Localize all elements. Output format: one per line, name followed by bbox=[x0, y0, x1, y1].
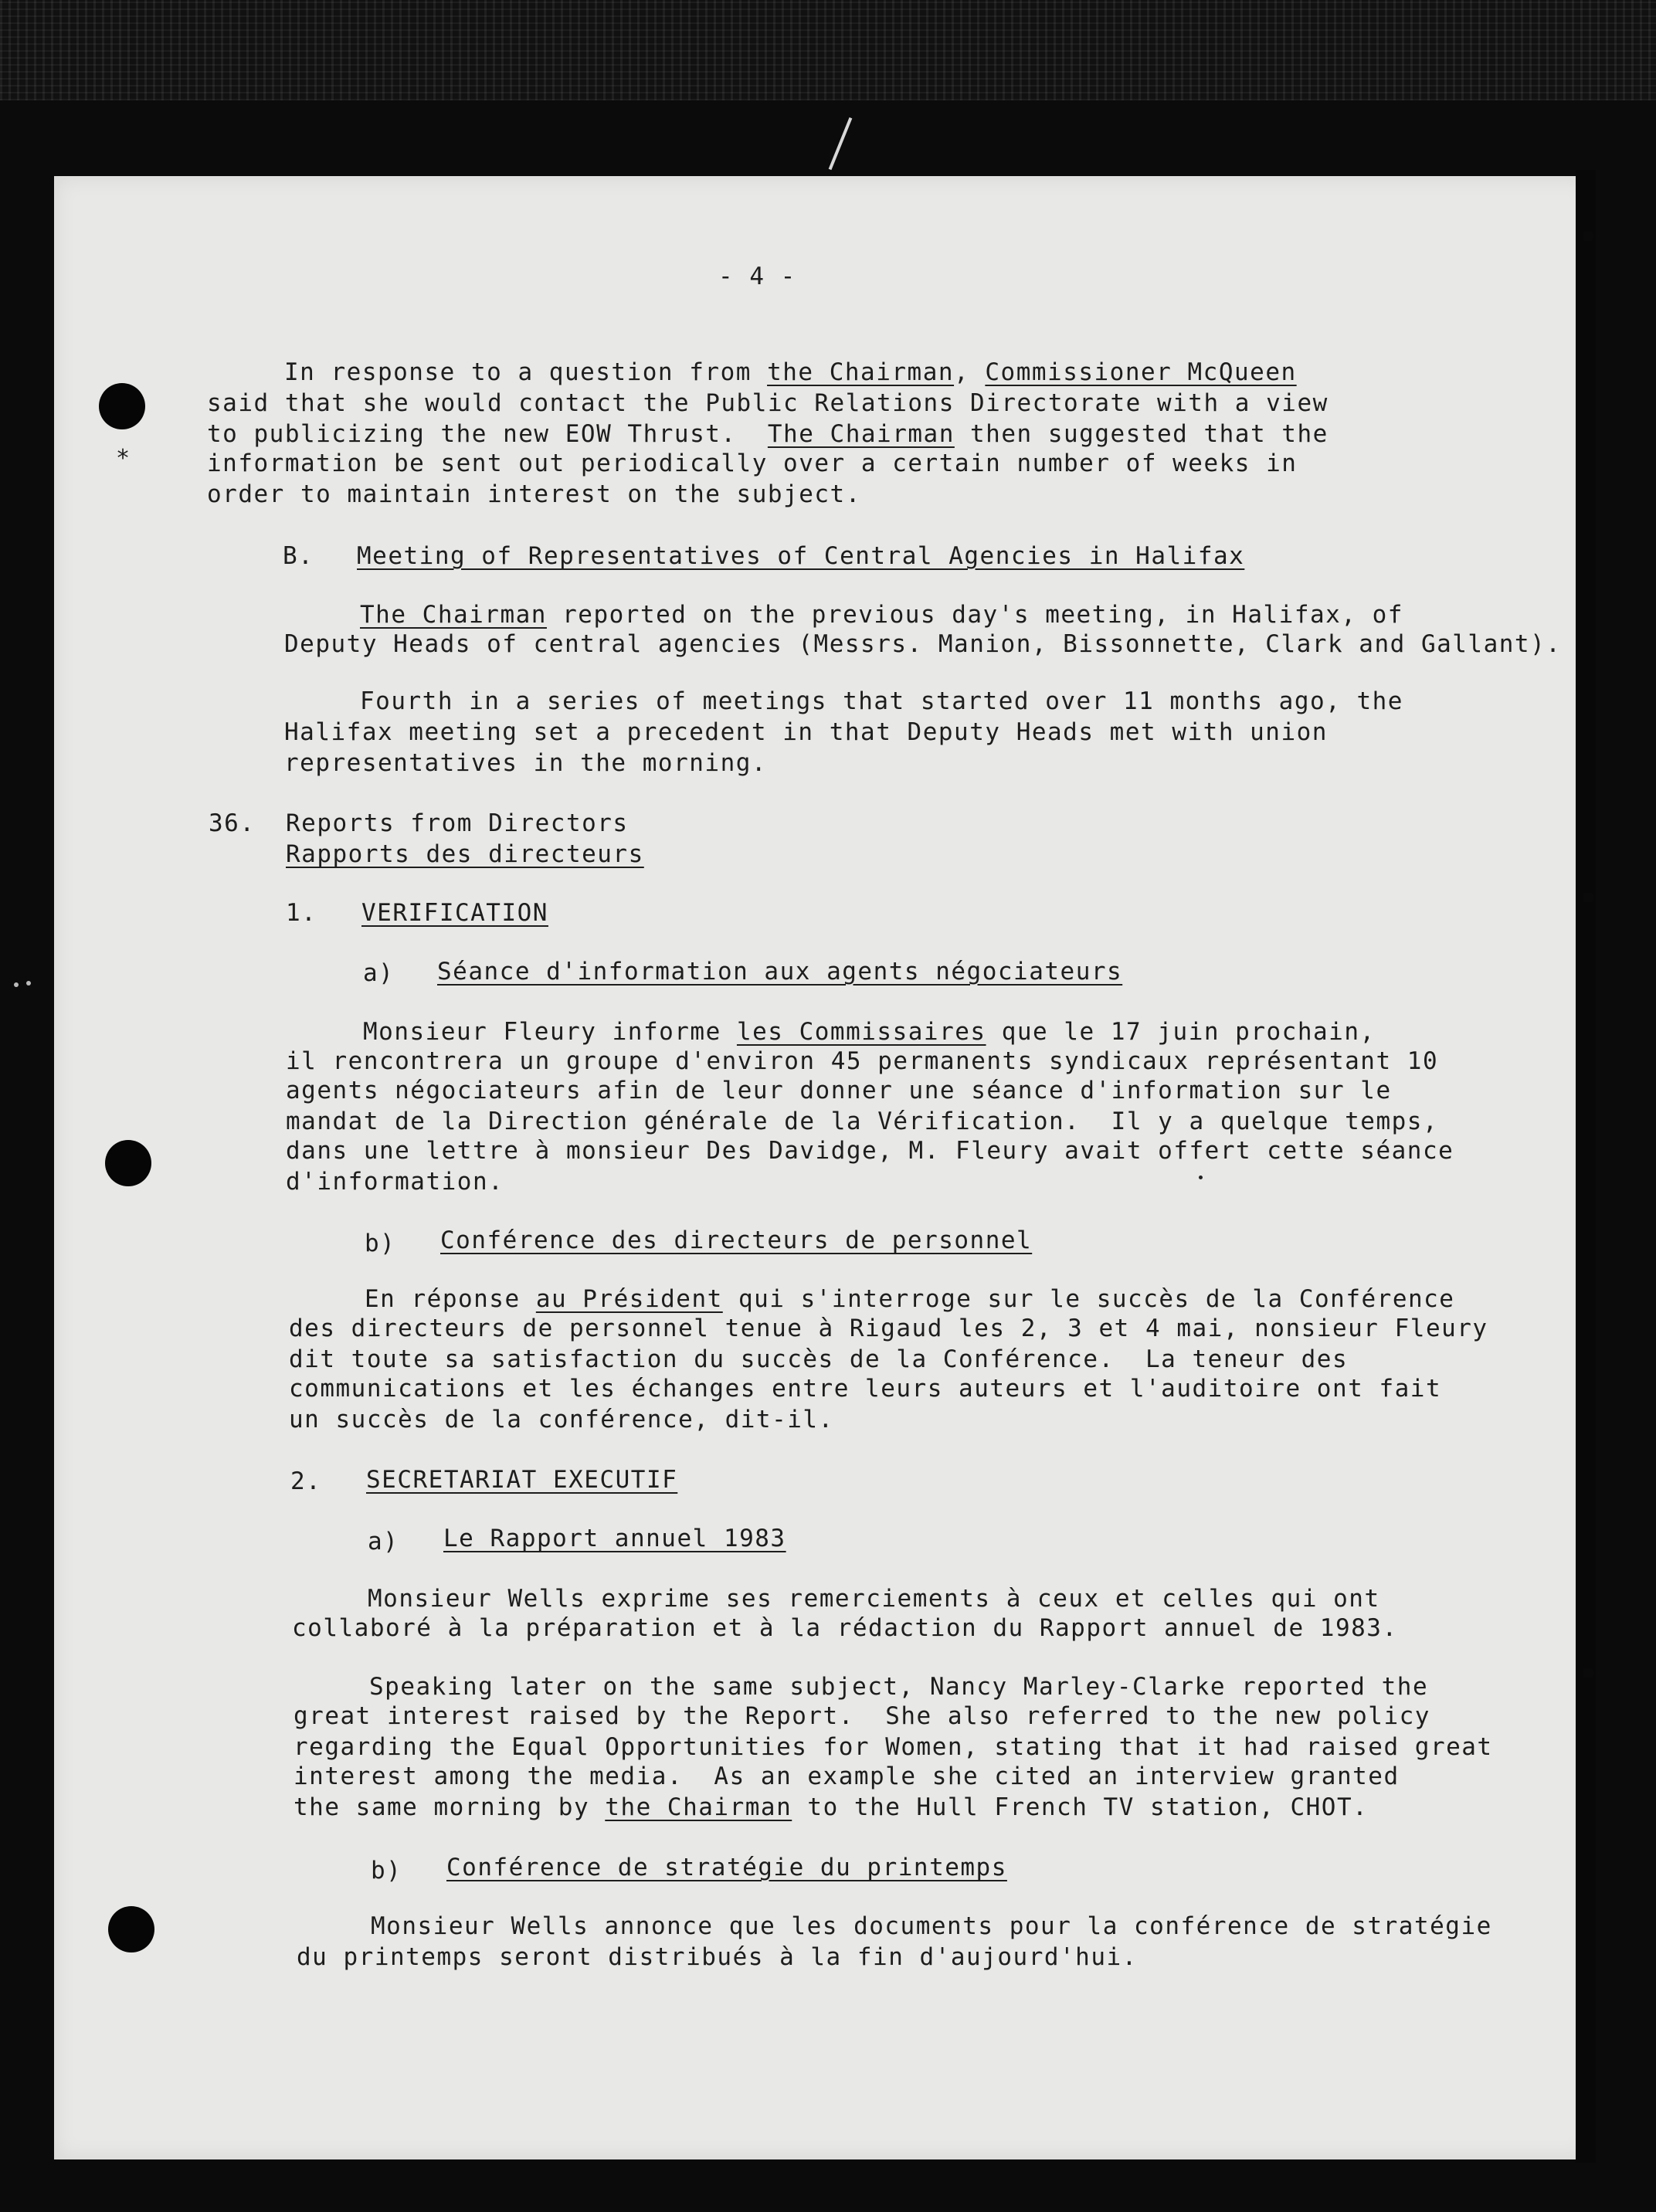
para5-line1: En réponse au Président qui s'interroge sur le succès de la Conférence bbox=[365, 1285, 1455, 1313]
scan-edge-tick bbox=[1583, 893, 1594, 902]
section-1a-letter: a) bbox=[363, 959, 395, 987]
para4-line4: mandat de la Direction générale de la Vérification. Il y a quelque temps, bbox=[286, 1108, 1439, 1135]
item-36-title-en: Reports from Directors bbox=[286, 809, 629, 837]
scan-speck bbox=[1199, 1176, 1203, 1179]
para7-line1: Speaking later on the same subject, Nancy Marley-Clarke reported the bbox=[369, 1673, 1429, 1701]
para2-line2: Deputy Heads of central agencies (Messrs. Manion, Bissonnette, Clark and Gallant). bbox=[284, 630, 1562, 658]
section-2b-letter: b) bbox=[371, 1857, 402, 1885]
para5-line2: des directeurs de personnel tenue à Rigaud les 2, 3 et 4 mai, nonsieur Fleury bbox=[289, 1315, 1488, 1342]
para1-line4: information be sent out periodically over a certain number of weeks in bbox=[207, 450, 1298, 477]
scan-speck bbox=[26, 981, 31, 986]
section-1b-title: Conférence des directeurs de personnel bbox=[440, 1226, 1033, 1254]
para3-line3: representatives in the morning. bbox=[284, 749, 768, 777]
item-36-number: 36. bbox=[209, 809, 256, 837]
para2-line1: The Chairman reported on the previous day's meeting, in Halifax, of bbox=[360, 601, 1403, 629]
para8-line1: Monsieur Wells annonce que les documents pour la conférence de stratégie bbox=[371, 1912, 1492, 1940]
para4-line1: Monsieur Fleury informe les Commissaires que le 17 juin prochain, bbox=[363, 1018, 1376, 1046]
para5-line5: un succès de la conférence, dit-il. bbox=[289, 1406, 834, 1433]
page-number: - 4 - bbox=[718, 263, 796, 290]
scan-right-edge bbox=[1576, 170, 1596, 2163]
para1-line3: to publicizing the new EOW Thrust. The Chairman then suggested that the bbox=[207, 420, 1329, 448]
para4-line6: d'information. bbox=[286, 1168, 504, 1196]
para1-line1: In response to a question from the Chairman, Commissioner McQueen bbox=[284, 358, 1297, 386]
para5-line3: dit toute sa satisfaction du succès de la Conférence. La teneur des bbox=[289, 1345, 1349, 1373]
item-36-title-fr: Rapports des directeurs bbox=[286, 840, 644, 868]
punch-hole-middle bbox=[105, 1140, 151, 1186]
para7-line5: the same morning by the Chairman to the Hull French TV station, CHOT. bbox=[294, 1793, 1369, 1821]
margin-star: * bbox=[116, 445, 131, 472]
para5-line4: communications et les échanges entre leurs auteurs et l'auditoire ont fait bbox=[289, 1375, 1442, 1403]
para6-line2: collaboré à la préparation et à la rédaction du Rapport annuel de 1983. bbox=[292, 1614, 1398, 1642]
para7-line2: great interest raised by the Report. She also referred to the new policy bbox=[294, 1702, 1430, 1730]
para4-line3: agents négociateurs afin de leur donner une séance d'information sur le bbox=[286, 1077, 1392, 1104]
scan-edge-tick bbox=[1583, 232, 1594, 241]
section-b-title: Meeting of Representatives of Central Agencies in Halifax bbox=[357, 542, 1245, 570]
section-2a-title: Le Rapport annuel 1983 bbox=[443, 1525, 786, 1552]
section-1b-letter: b) bbox=[365, 1230, 396, 1257]
scan-top-border bbox=[0, 0, 1656, 100]
section-1-title: VERIFICATION bbox=[361, 899, 548, 927]
para4-line2: il rencontrera un groupe d'environ 45 permanents syndicaux représentant 10 bbox=[286, 1047, 1439, 1075]
section-1a-title: Séance d'information aux agents négociateurs bbox=[437, 958, 1123, 986]
section-1-number: 1. bbox=[286, 899, 317, 927]
para7-line4: interest among the media. As an example she cited an interview granted bbox=[294, 1762, 1400, 1790]
para7-line3: regarding the Equal Opportunities for Women, stating that it had raised great bbox=[294, 1733, 1493, 1761]
section-2-title: SECRETARIAT EXECUTIF bbox=[366, 1466, 678, 1494]
para4-line5: dans une lettre à monsieur Des Davidge, M. Fleury avait offert cette séance bbox=[286, 1137, 1454, 1165]
section-b-letter: B. bbox=[283, 542, 314, 570]
section-2b-title: Conférence de stratégie du printemps bbox=[446, 1854, 1007, 1881]
para1-line2: said that she would contact the Public Relations Directorate with a view bbox=[207, 389, 1329, 417]
para1-line5: order to maintain interest on the subject. bbox=[207, 480, 861, 508]
para3-line2: Halifax meeting set a precedent in that Deputy Heads met with union bbox=[284, 718, 1328, 746]
para8-line2: du printemps seront distribués à la fin d'aujourd'hui. bbox=[297, 1943, 1138, 1971]
punch-hole-bottom bbox=[108, 1906, 154, 1952]
scan-mark bbox=[829, 117, 853, 170]
para3-line1: Fourth in a series of meetings that started over 11 months ago, the bbox=[360, 687, 1403, 715]
section-2-number: 2. bbox=[290, 1467, 322, 1495]
para6-line1: Monsieur Wells exprime ses remerciements à ceux et celles qui ont bbox=[368, 1585, 1380, 1613]
section-2a-letter: a) bbox=[368, 1528, 399, 1556]
punch-hole-top bbox=[99, 383, 145, 429]
scan-speck bbox=[14, 982, 19, 987]
scan-edge-tick bbox=[1583, 1668, 1594, 1678]
